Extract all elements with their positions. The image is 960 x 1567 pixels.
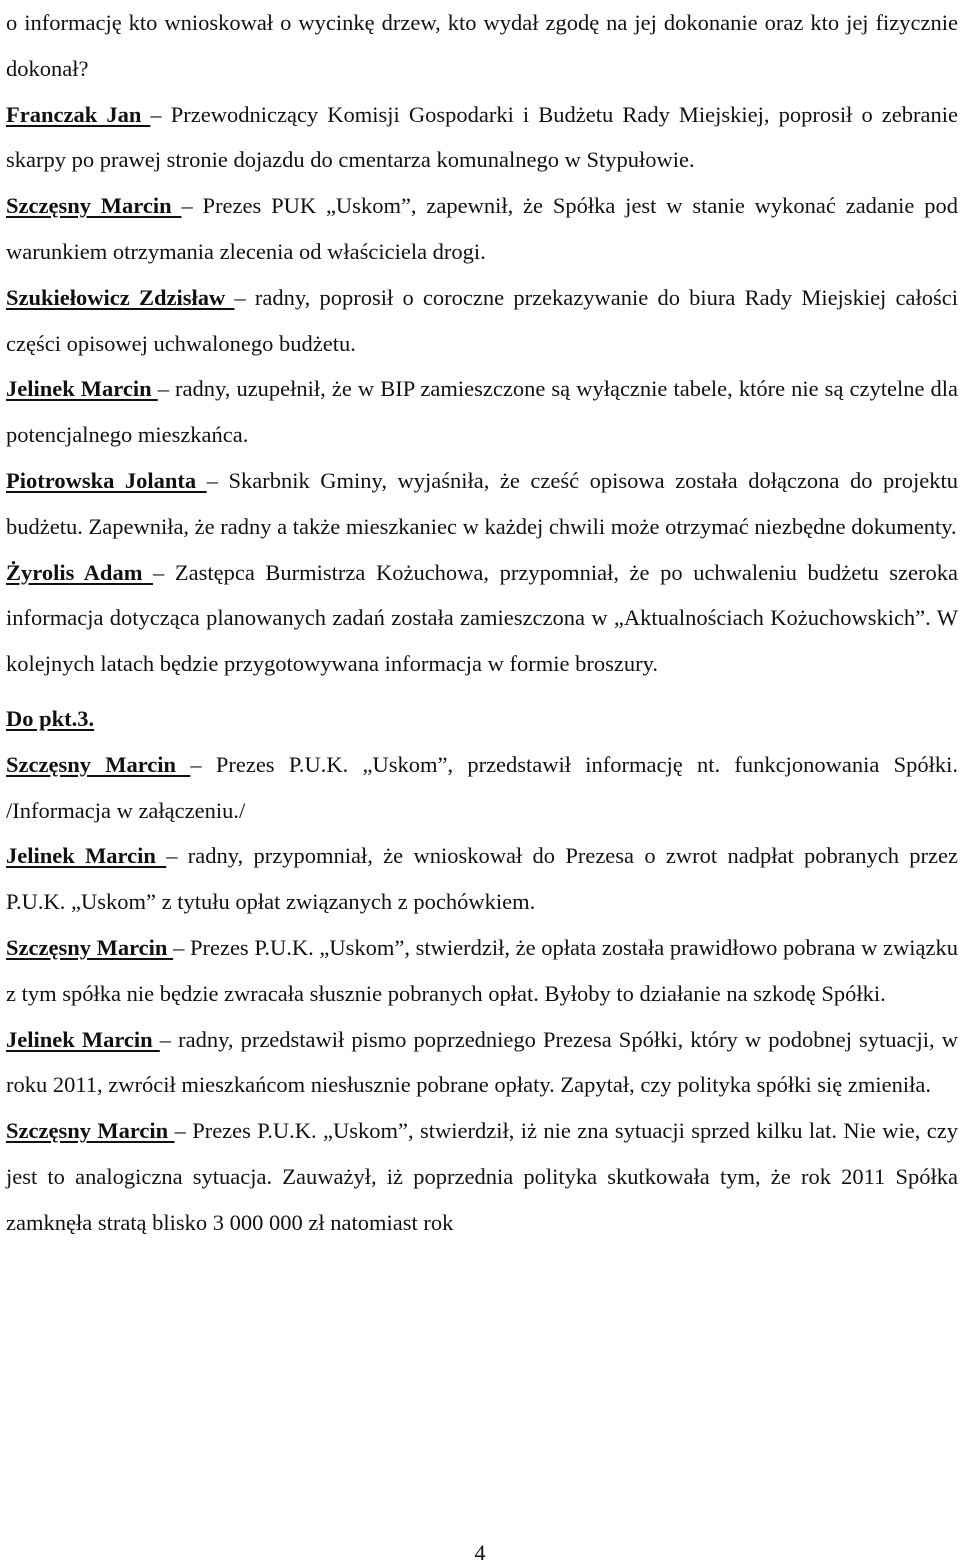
speaker-name: Szczęsny Marcin: [6, 934, 174, 960]
speaker-name: Żyrolis Adam: [6, 559, 154, 585]
paragraph-1: [6, 0, 958, 92]
paragraph-text: – Prezes P.U.K. „Uskom”, przedstawił informację nt. funkcjonowania Spółki. /Informacja w załączeniu./: [6, 751, 958, 823]
speaker-name: Szczęsny Marcin: [6, 193, 182, 219]
paragraph-text: – Prezes PUK „Uskom”, zapewnił, że Spółka jest w stanie wykonać zadanie pod warunkiem otrzymania zlecenia od właściciela drogi.: [6, 193, 958, 264]
section-heading: Do pkt.3.: [6, 705, 95, 731]
paragraph-text: – radny, przedstawił pismo poprzedniego Prezesa Spółki, który w podobnej sytuacji, w roku 2011, zwrócił mieszkańcom niesłusznie pobrane opłaty. Zapytał, czy polityka spółki się zmieniła.: [6, 1026, 958, 1098]
paragraph-text: – radny, przypomniał, że wnioskował do Prezesa o zwrot nadpłat pobranych przez P.U.K. „Uskom” z tytułu opłat związanych z pochówkiem.: [6, 843, 958, 915]
speaker-name: Jelinek Marcin: [6, 843, 167, 869]
paragraph-text: o informację kto wnioskował o wycinkę drzew, kto wydał zgodę na jej dokonanie oraz kto jej fizycznie dokonał?: [6, 10, 958, 81]
paragraph-2: [6, 92, 958, 184]
paragraph-text: – Zastępca Burmistrza Kożuchowa, przypomniał, że po uchwaleniu budżetu szeroka informacja dotycząca planowanych zadań została zamieszczona w „Aktualnościach Kożuchowskich”. W kolejnych latach będzie przygotowywana informacja w formie broszury.: [6, 559, 959, 677]
paragraph-6: [6, 458, 958, 550]
paragraph-text: – Prezes P.U.K. „Uskom”, stwierdził, że opłata została prawidłowo pobrana w związku z tym spółka nie będzie zwracała słusznie pobranych opłat. Byłoby to działanie na szkodę Spółki.: [6, 934, 958, 1006]
paragraph-text: – radny, uzupełnił, że w BIP zamieszczone są wyłącznie tabele, które nie są czytelne dla potencjalnego mieszkańca.: [6, 376, 958, 448]
spacer: [6, 687, 958, 696]
paragraph-10: [6, 925, 958, 1017]
page-number: 4: [474, 1540, 486, 1565]
paragraph-4: [6, 275, 958, 367]
paragraph-text: – radny, poprosił o coroczne przekazywanie do biura Rady Miejskiej całości części opisowej uchwalonego budżetu.: [6, 284, 958, 356]
paragraph-5: [6, 366, 958, 458]
paragraph-8: [6, 742, 958, 834]
paragraph-text: – Skarbnik Gminy, wyjaśniła, że cześć opisowa została dołączona do projektu budżetu. Zapewniła, że radny a także mieszkaniec w każdej chwili może otrzymać niezbędne dokumenty.: [6, 467, 958, 539]
paragraph-text: – Przewodniczący Komisji Gospodarki i Budżetu Rady Miejskiej, poprosił o zebranie skarpy po prawej stronie dojazdu do cmentarza komunalnego w Stypułowie.: [6, 101, 958, 173]
paragraph-7: [6, 550, 958, 687]
document-page: [6, 0, 958, 1246]
speaker-name: Jelinek Marcin: [6, 1026, 160, 1052]
speaker-name: Szczęsny Marcin: [6, 1118, 175, 1144]
speaker-name: Szczęsny Marcin: [6, 751, 191, 777]
speaker-name: Jelinek Marcin: [6, 376, 158, 402]
paragraph-12: [6, 1108, 958, 1245]
paragraph-11: [6, 1017, 958, 1109]
paragraph-text: – Prezes P.U.K. „Uskom”, stwierdził, iż nie zna sytuacji sprzed kilku lat. Nie wie, czy jest to analogiczna sytuacja. Zauważył, iż poprzednia polityka skutkowała tym, że rok 2011 Spółka zamknęła stratą blisko 3 000 000 zł natomiast rok: [6, 1118, 958, 1235]
paragraph-9: [6, 833, 958, 925]
paragraph-3: [6, 183, 958, 275]
speaker-name: Franczak Jan: [6, 101, 151, 127]
speaker-name: Szukiełowicz Zdzisław: [6, 284, 235, 310]
speaker-name: Piotrowska Jolanta: [6, 467, 207, 493]
